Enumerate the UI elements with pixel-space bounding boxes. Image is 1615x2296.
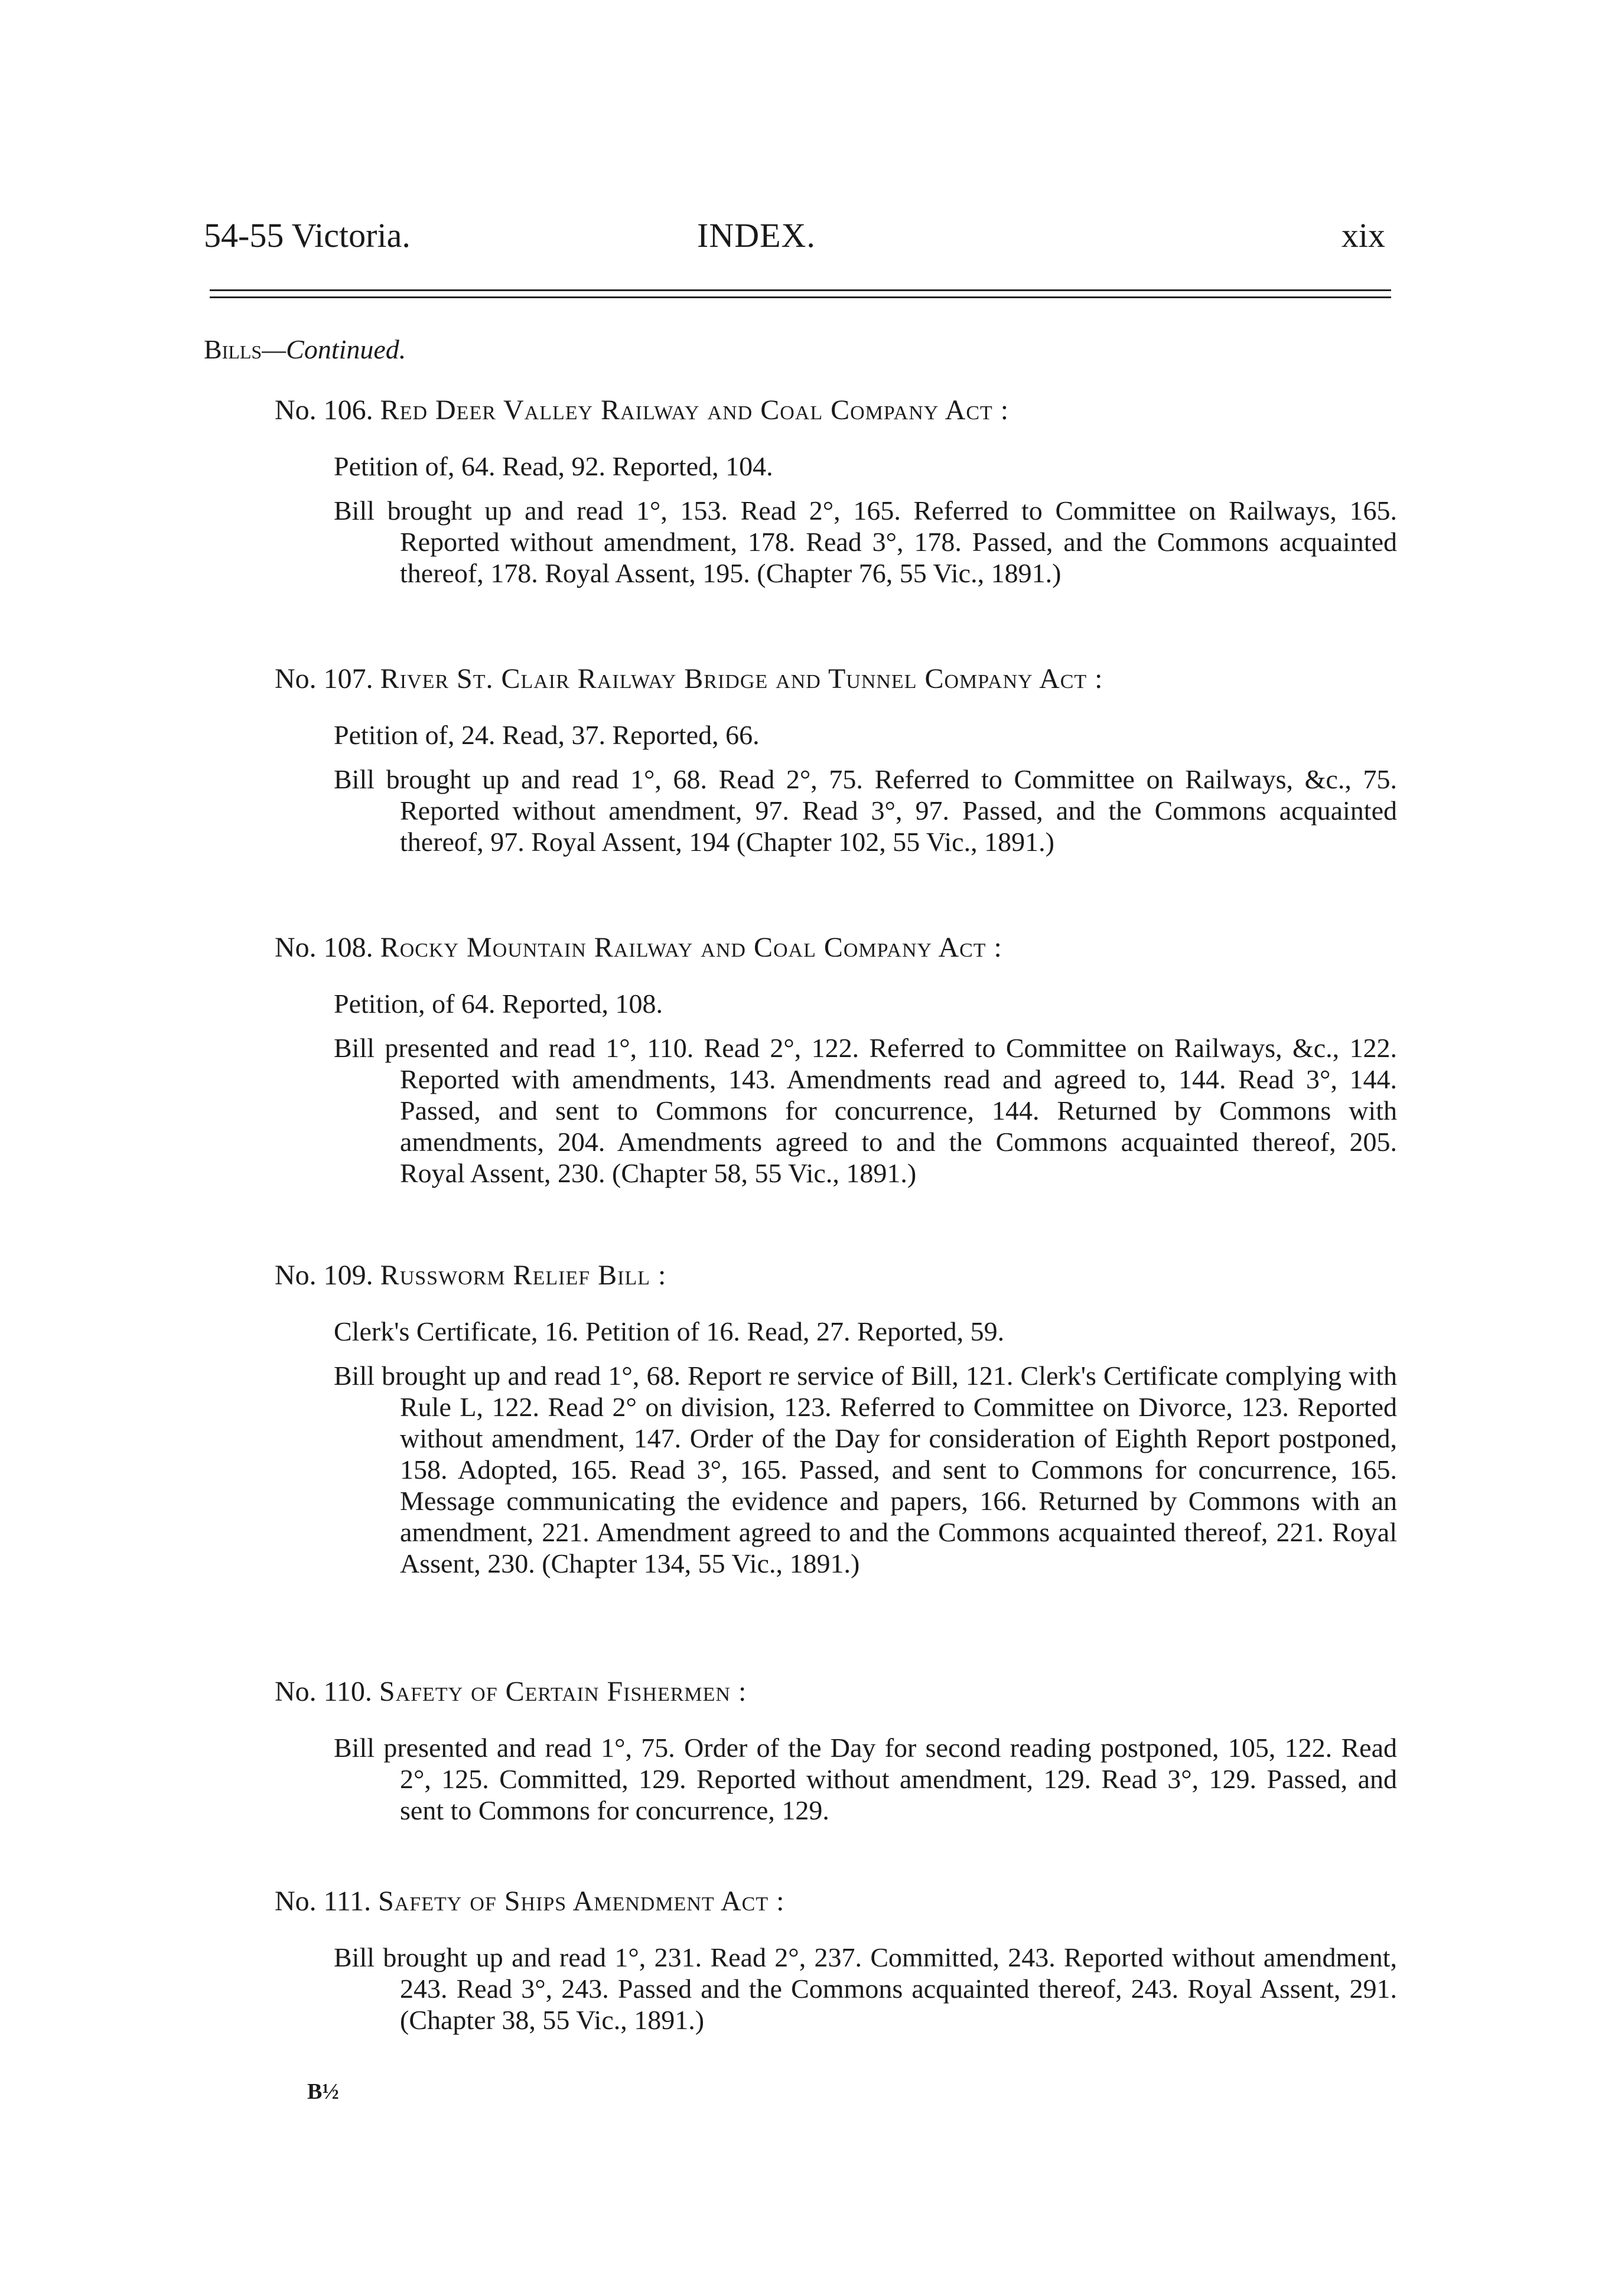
index-entry: [275, 1674, 1397, 1839]
entry-number: No. 107.: [275, 663, 373, 694]
entry-paragraph: Bill brought up and read 1°, 68. Report re service of Bill, 121. Clerk's Certificate complying with Rule L, 122. Read 2° on division, 123. Referred to Committee on Divorce, 123. Reported without amendment, 147. Order of the Day for consideration of Eighth Report postponed, 158. Adopted, 165. Read 3°, 165. Passed, and sent to Commons for concurrence, 165. Message communicating the evidence and papers, 166. Returned by Commons with an amendment, 221. Amendment agreed to and the Commons acquainted thereof, 221. Royal Assent, 230. (Chapter 134, 55 Vic., 1891.): [334, 1361, 1397, 1578]
entry-number: No. 106.: [275, 394, 373, 426]
entry-title-text: River St. Clair Railway Bridge and Tunnel Company Act :: [380, 663, 1103, 694]
entry-paragraph: Bill brought up and read 1°, 68. Read 2°, 75. Referred to Committee on Railways, &c., 75. Reported without amendment, 97. Read 3°, 97. Passed, and the Commons acquainted thereof, 97. Royal Assent, 194 (Chapter 102, 55 Vic., 1891.): [334, 764, 1397, 857]
entry-title-text: Russworm Relief Bill :: [380, 1260, 667, 1291]
index-entry: [275, 1884, 1397, 2049]
entry-paragraph: Bill presented and read 1°, 75. Order of the Day for second reading postponed, 105, 122. Read 2°, 125. Committed, 129. Reported without amendment, 129. Read 3°, 129. Passed, and sent to Commons for concurrence, 129.: [334, 1733, 1397, 1825]
section-heading-label: Bills: [204, 334, 262, 364]
index-entry: [275, 393, 1397, 602]
section-heading-continued: —Continued.: [262, 334, 406, 364]
header-rule-bottom: [210, 296, 1391, 298]
entry-number: No. 111.: [275, 1886, 372, 1917]
entry-paragraph: Bill presented and read 1°, 110. Read 2°, 122. Referred to Committee on Railways, &c., 122. Reported with amendments, 143. Amendments read and agreed to, 144. Read 3°, 144. Passed, and sent to Commons for concurrence, 144. Returned by Commons with amendments, 204. Amendments agreed to and the Commons acquainted thereof, 205. Royal Assent, 230. (Chapter 58, 55 Vic., 1891.): [334, 1033, 1397, 1188]
entry-paragraph: Bill brought up and read 1°, 231. Read 2°, 237. Committed, 243. Reported without amendment, 243. Read 3°, 243. Passed and the Commons acquainted thereof, 243. Royal Assent, 291. (Chapter 38, 55 Vic., 1891.): [334, 1942, 1397, 2035]
entry-paragraph: Clerk's Certificate, 16. Petition of 16. Read, 27. Reported, 59.: [334, 1316, 1005, 1346]
entry-paragraph: Petition of, 24. Read, 37. Reported, 66.: [334, 720, 760, 750]
signature-mark: B½: [307, 2079, 339, 2104]
header-rule-top: [210, 289, 1391, 291]
entry-number: No. 110.: [275, 1676, 372, 1707]
entry-title-text: Safety of Ships Amendment Act :: [378, 1886, 785, 1917]
entry-title-text: Safety of Certain Fishermen :: [379, 1676, 747, 1707]
header-title: INDEX.: [697, 216, 816, 255]
entry-title: [275, 661, 1397, 697]
entry-paragraph: Bill brought up and read 1°, 153. Read 2°, 165. Referred to Committee on Railways, 165. Reported without amendment, 178. Read 3°, 178. Passed, and the Commons acquainted thereof, 178. Royal Assent, 195. (Chapter 76, 55 Vic., 1891.): [334, 495, 1397, 588]
entry-title: [275, 393, 1397, 428]
entry-title: [275, 1258, 1397, 1293]
index-entry: [275, 930, 1397, 1202]
entry-title-text: Red Deer Valley Railway and Coal Company Act :: [380, 394, 1010, 426]
entry-title: [275, 930, 1397, 966]
index-entry: [275, 661, 1397, 870]
entry-number: No. 108.: [275, 932, 373, 963]
running-header: [204, 216, 1385, 263]
entry-title: [275, 1884, 1397, 1919]
header-session: 54-55 Victoria.: [204, 216, 411, 255]
section-heading: [204, 334, 406, 365]
page-number: xix: [1341, 216, 1385, 255]
entry-paragraph: Petition of, 64. Read, 92. Reported, 104.: [334, 451, 773, 481]
index-entry: [275, 1258, 1397, 1592]
entry-paragraph: Petition, of 64. Reported, 108.: [334, 989, 663, 1019]
entry-title: [275, 1674, 1397, 1710]
entry-number: No. 109.: [275, 1260, 373, 1291]
entry-title-text: Rocky Mountain Railway and Coal Company Act :: [380, 932, 1002, 963]
